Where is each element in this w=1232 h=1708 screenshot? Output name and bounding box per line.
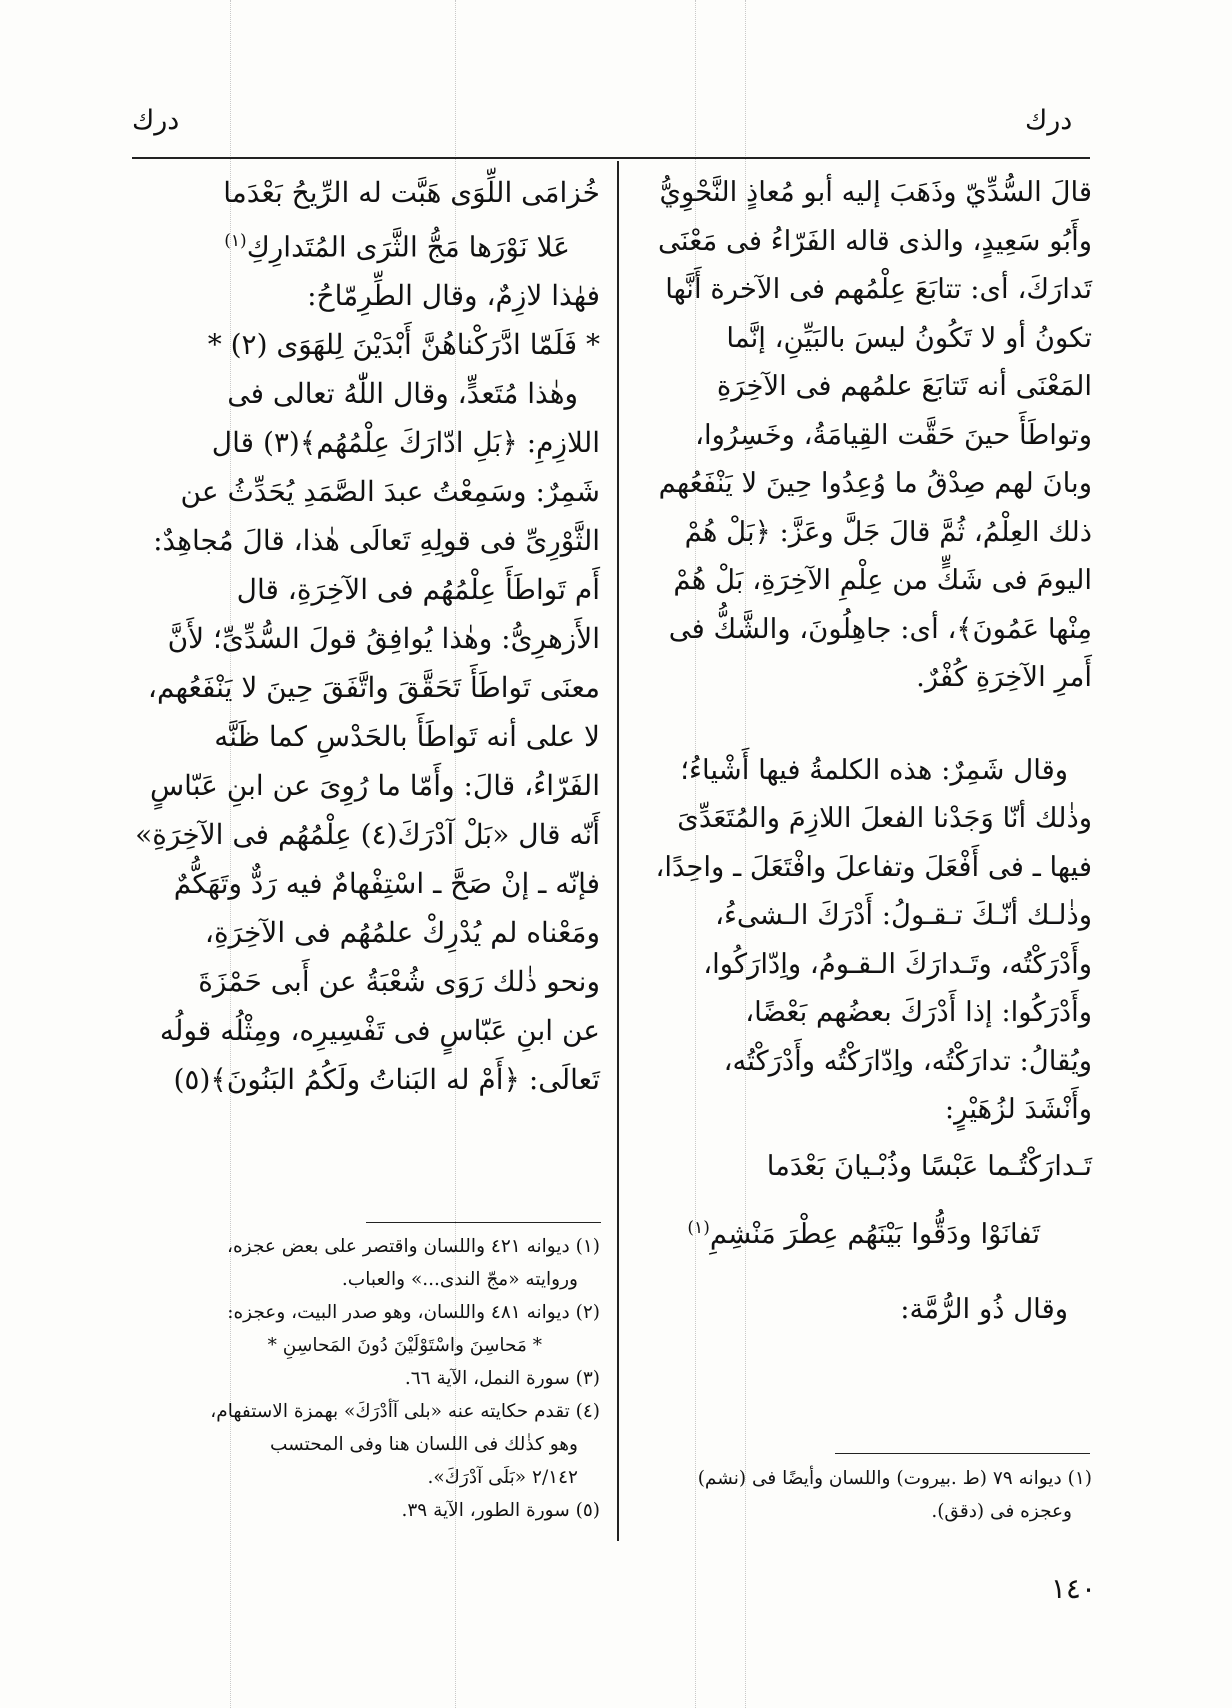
verse-hemistich-1: خُزامَى اللِّوَى هَبَّت له الرِّيحُ بَعْدَما: [223, 176, 600, 209]
text-line: أَنّه قال «بَلْ آدْرَكَ(٤) عِلْمُهُم فى الآخِرَةِ»: [135, 818, 600, 852]
text-line: شَمِرٌ: وسَمِعْتُ عبدَ الصَّمَدِ يُحَدِّثُ عن: [180, 475, 600, 509]
footnote-rule: [835, 1453, 1090, 1454]
footnote-line: (٣) سورة النمل، الآية ٦٦.: [404, 1368, 600, 1389]
text-line: اليومَ فى شَكٍّ من عِلْمِ الآخِرَةِ، بَلْ هُمْ: [673, 564, 1092, 596]
page-number: ١٤٠: [1050, 1572, 1096, 1605]
verse-hemistich-2: [632, 1204, 1092, 1259]
text-line: عن ابنِ عَبّاسٍ فى تَفْسِيرِه، ومِثْلُه قولُه: [159, 1014, 600, 1048]
footnote-line: (١) ديوانه ٤٢١ واللسان واقتصر على بعض عجزه،: [227, 1236, 600, 1257]
text-line: الفَرّاءُ، قالَ: وأَمّا ما رُوِىَ عن ابنِ عَبّاسٍ: [150, 769, 600, 803]
text-line: ذلك العِلْمُ، ثُمَّ قالَ جَلَّ وعَزَّ: ﴿بَلْ هُمْ: [684, 515, 1092, 548]
footnote-line: وروايته «مجّ الندى...» والعباب.: [341, 1269, 578, 1290]
text-line: الأَزهرِىُّ: وهٰذا يُوافِقُ قولَ السُّدِّىِّ؛ لأَنَّ: [167, 622, 600, 656]
footnote-line: (٥) سورة الطور، الآية ٣٩.: [401, 1500, 600, 1521]
column-divider: [617, 161, 619, 1541]
text-line: اللازِمِ: ﴿بَلِ ادّارَكَ عِلْمُهُم﴾(٣) قال: [211, 426, 600, 460]
text-line: تَعالَى: ﴿أَمْ له البَناتُ ولَكُمُ البَنُونَ﴾(٥): [173, 1063, 600, 1097]
footnote-line: وعجزه فى (دقق).: [931, 1501, 1072, 1522]
footnote-line: ٢/١٤٢ «بَلَى آدْرَكَ».: [427, 1467, 578, 1488]
text-line: تكونُ أو لا تَكُونُ ليسَ بالبَيِّنِ، إنَّما: [726, 321, 1092, 354]
verse-text: عَلا نَوْرَها مَجُّ الثَّرَى المُتَدارِكِ: [246, 230, 570, 264]
footnote-line: (١) ديوانه ٧٩ (ط .بيروت) واللسان وأيضًا فى (نشم): [697, 1468, 1092, 1489]
text-line: فهٰذا لازِمٌ، وقال الطِّرِمّاحُ:: [307, 279, 600, 313]
text-line: المَعْنَى أنه تَتابَعَ علمُهم فى الآخِرَةِ: [716, 370, 1092, 402]
text-line: أَم تَواطَأَ عِلْمُهُم فى الآخِرَةِ، قال: [236, 573, 600, 607]
left-footnotes: [132, 1230, 600, 1527]
verse-hemistich-1: تَـدارَكْتُـما عَبْسًا وذُبْـيانَ بَعْدَما: [766, 1149, 1092, 1182]
text-line: وأَبُو سَعِيدٍ، والذى قاله الفَرّاءُ فى مَعْنَى: [657, 224, 1092, 257]
text-line: وأَنْشَدَ لزُهَيْرٍ:: [944, 1093, 1092, 1125]
text-line: وذٰلـك أنّـكَ تـقـولُ: أَدْرَكَ الـشىءُ،: [715, 899, 1092, 931]
text-line: فإنّه ـ إنْ صَحَّ ـ اسْتِفْهامٌ فيه رَدٌّ وتَهَكُّمٌ: [173, 867, 600, 901]
footnote-marker: (١): [687, 1218, 710, 1238]
footnote-line: وهو كذٰلك فى اللسان هنا وفى المحتسب: [269, 1434, 578, 1455]
text-line: وقال شَمِرٌ: هذه الكلمةُ فيها أَشْياءُ؛: [680, 753, 1068, 786]
text-line: تَدارَكَ، أى: تتابَعَ عِلْمُهم فى الآخرة أَنَّها: [665, 273, 1092, 305]
text-line: معنَى تَواطَأَ تَحَقَّقَ واتَّفَقَ حِينَ لا يَنْفَعُهم،: [147, 671, 600, 705]
text-line: لا على أنه تَواطَأَ بالحَدْسِ كما ظَنَّه: [214, 720, 600, 754]
text-line: الثَّوْرِىِّ فى قولِهِ تَعالَى هٰذا، قالَ مُجاهِدٌ:: [153, 524, 600, 558]
text-line: وبانَ لهم صِدْقُ ما وُعِدُوا حِينَ لا يَنْفَعُهم: [658, 467, 1092, 499]
text-line: وتواطَأَ حينَ حَقَّت القِيامَةُ، وخَسِرُوا،: [695, 418, 1092, 451]
text-line: وأَدْرَكْتُه، وتَـدارَكَ الـقـومُ، واِدّارَكُوا،: [703, 947, 1092, 980]
footnote-line: (٤) تقدم حكايته عنه «بلى آأدْرَكَ» بهمزة الاستفهام،: [210, 1401, 600, 1422]
text-line: ونحو ذٰلك رَوَى شُعْبَةُ عن أَبى حَمْزَةَ: [198, 965, 600, 999]
text-line: قالَ السُّدِّيّ وذَهَبَ إليه أبو مُعاذٍ النَّحْوِيُّ: [659, 176, 1092, 208]
text-line: أَمرِ الآخِرَةِ كُفْرٌ.: [916, 661, 1092, 693]
running-head-right: درك: [1025, 105, 1073, 136]
text-line: ومَعْناه لم يُدْرِكْ علمُهُم فى الآخِرَةِ،: [204, 916, 600, 950]
footnote-line: (٢) ديوانه ٤٨١ واللسان، وهو صدر البيت، وعجزه:: [227, 1302, 600, 1323]
footnote-line: * مَحاسِنَ واسْتَوْلَيْنَ دُونَ المَحاسِنِ *: [267, 1335, 542, 1356]
right-footnotes: [632, 1462, 1092, 1528]
text-line: وذٰلك أنّا وَجَدْنا الفعلَ اللازِمَ والمُتَعَدِّىَ: [677, 802, 1092, 834]
verse-line: * فَلَمّا ادَّرَكْناهُنَّ أَبْدَيْنَ لِلهَوَى (٢) *: [207, 328, 600, 362]
footnote-rule: [366, 1222, 601, 1223]
verse-hemistich-2: [132, 217, 600, 271]
text-line: فيها ـ فى أَفْعَلَ وتفاعلَ وافْتَعَلَ ـ واحِدًا،: [655, 850, 1092, 883]
header-rule: [132, 157, 1090, 159]
left-column: [132, 168, 600, 1104]
right-column: [632, 168, 1092, 1333]
running-head-left: درك: [132, 105, 180, 136]
text-line: وأَدْرَكُوا: إذا أَدْرَكَ بعضُهم بَعْضًا،: [745, 996, 1092, 1028]
text-line: وهٰذا مُتَعدٍّ، وقال اللّٰهُ تعالى فى: [227, 377, 578, 411]
text-line: مِنْها عَمُونَ﴾، أى: جاهِلُونَ، والشَّكُّ فى: [668, 612, 1092, 645]
footnote-marker: (١): [224, 231, 247, 251]
verse-text: تَفانَوْا ودَقُّوا بَيْنَهُم عِطْرَ مَنْشِمِ: [709, 1218, 1040, 1251]
text-line: ويُقالُ: تدارَكْتُه، واِدّارَكْتُه وأَدْرَكْتُه،: [723, 1044, 1092, 1077]
closing-line: وقال ذُو الرُّمَّة:: [900, 1292, 1068, 1325]
